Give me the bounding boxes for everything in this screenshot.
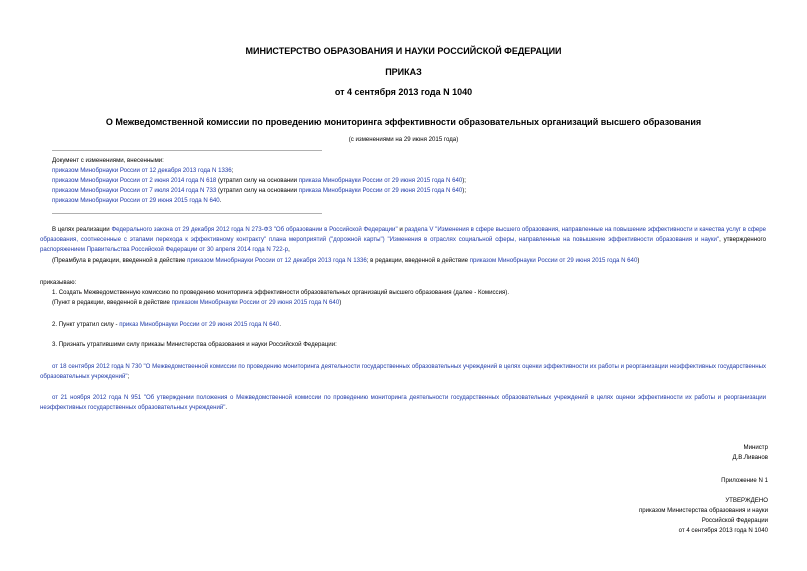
approval-line: приказом Министерства образования и науки xyxy=(638,507,768,514)
change-link[interactable]: приказом Минобрнауки России от 2 июня 2014 года N 618 xyxy=(52,177,217,184)
change-item: приказом Минобрнауки России от 2 июня 2014 года N 618 (утратил силу на основании приказа Минобрнауки России от 29 июня 2015 года N 640); xyxy=(52,177,466,184)
changes-block xyxy=(52,156,466,206)
item-1-note-link[interactable]: приказом Минобрнауки России от 29 июня 2015 года N 640 xyxy=(171,299,340,306)
signature-block xyxy=(560,443,768,463)
edit-note-link[interactable]: приказом Минобрнауки России от 12 декабря 2013 года N 1336 xyxy=(187,257,367,264)
change-link[interactable]: приказа Минобрнауки России от 29 июня 2015 года N 640 xyxy=(298,177,463,184)
repealed-order-2: от 21 ноября 2012 года N 951 "Об утверждении положения о Межведомственной комиссии по проведению мониторинга деятельности государственных образовательных учреждений в целях оценки эффективности их работы и реорганизации неэффективных государственных образовательных учреждений". xyxy=(40,394,766,411)
change-item: приказом Минобрнауки России от 29 июня 2015 года N 640. xyxy=(52,197,222,204)
repealed-order-1-link[interactable]: от 18 сентября 2012 года N 730 "О Межведомственной комиссии по проведению мониторинга деятельности государственных образовательных учреждений в целях оценки эффективности их работы и реорганизации неэффективных государственных образовательных учреждений" xyxy=(40,363,766,380)
order-word: приказываю: xyxy=(40,279,77,286)
changes-top-divider xyxy=(52,150,322,151)
ministry-heading: МИНИСТЕРСТВО ОБРАЗОВАНИЯ И НАУКИ РОССИЙСКОЙ ФЕДЕРАЦИИ xyxy=(245,46,562,56)
approval-block xyxy=(560,496,768,536)
revision-note: (с изменениями на 29 июня 2015 года) xyxy=(348,136,459,143)
changes-intro: Документ с изменениями, внесенными: xyxy=(52,157,164,164)
document-title: О Межведомственной комиссии по проведению мониторинга эффективности образовательных организаций высшего образования xyxy=(105,117,702,127)
change-item: приказом Минобрнауки России от 12 декабря 2013 года N 1336; xyxy=(52,167,234,174)
government-order-link[interactable]: распоряжением Правительства Российской Федерации от 30 апреля 2014 года N 722-р xyxy=(40,246,289,253)
change-link[interactable]: приказом Минобрнауки России от 12 декабря 2013 года N 1336 xyxy=(52,167,232,174)
appendix-label: Приложение N 1 xyxy=(721,477,768,484)
change-item: приказом Минобрнауки России от 7 июля 2014 года N 733 (утратил силу на основании приказа Минобрнауки России от 29 июня 2015 года N 640); xyxy=(52,187,467,194)
item-1-edit-note: (Пункт в редакции, введенной в действие приказом Минобрнауки России от 29 июня 2015 года N 640) xyxy=(52,299,342,306)
approval-line: от 4 сентября 2013 года N 1040 xyxy=(678,527,768,534)
doc-type-heading: ПРИКАЗ xyxy=(385,67,422,77)
approved-stamp-text: УТВЕРЖДЕНО xyxy=(725,497,768,504)
change-link[interactable]: приказа Минобрнауки России от 29 июня 2015 года N 640 xyxy=(298,187,463,194)
signatory-name: Д.В.Ливанов xyxy=(732,454,768,461)
item-3: 3. Признать утратившими силу приказы Министерства образования и науки Российской Федерации: xyxy=(52,341,337,348)
signatory-position: Министр xyxy=(743,444,768,451)
change-link[interactable]: приказом Минобрнауки России от 29 июня 2015 года N 640 xyxy=(52,197,220,204)
federal-law-link[interactable]: Федерального закона от 29 декабря 2012 года N 273-ФЗ "Об образовании в Российской Федерации" xyxy=(111,226,398,233)
repealed-order-1: от 18 сентября 2012 года N 730 "О Межведомственной комиссии по проведению мониторинга деятельности государственных образовательных учреждений в целях оценки эффективности их работы и реорганизации неэффективных государственных образовательных учреждений"; xyxy=(40,363,766,380)
roadmap-section-link[interactable]: раздела V "Изменения в сфере высшего образования, направленные на повышение эффективности и качества услуг в сфере образования, соотнесенные с этапами перехода к эффективному контракту" плана мероприятий ("дорожной карты") "Изменения в отраслях социальной сферы, направленные на повышение эффективности образования и науки" xyxy=(40,226,767,243)
change-link[interactable]: приказом Минобрнауки России от 7 июля 2014 года N 733 xyxy=(52,187,217,194)
preamble-edit-note: (Преамбула в редакции, введенной в действие приказом Минобрнауки России от 12 декабря 2013 года N 1336; в редакции, введенной в действие приказом Минобрнауки России от 29 июня 2015 года N 640) xyxy=(52,257,640,264)
changes-bottom-divider xyxy=(52,213,322,214)
item-1: 1. Создать Межведомственную комиссию по проведению мониторинга эффективности образовательных организаций высшего образования (далее - Комиссия). xyxy=(52,289,510,296)
item-2-link[interactable]: приказ Минобрнауки России от 29 июня 2015 года N 640 xyxy=(119,321,280,328)
repealed-order-2-link[interactable]: от 21 ноября 2012 года N 951 "Об утверждении положения о Межведомственной комиссии по проведению мониторинга деятельности государственных образовательных учреждений в целях оценки эффективности их работы и реорганизации неэффективных государственных образовательных учреждений" xyxy=(40,394,766,411)
item-2: 2. Пункт утратил силу - приказ Минобрнауки России от 29 июня 2015 года N 640. xyxy=(52,321,282,328)
date-number-heading: от 4 сентября 2013 года N 1040 xyxy=(334,87,473,97)
approval-line: Российской Федерации xyxy=(701,517,768,524)
preamble-paragraph: В целях реализации Федерального закона от 29 декабря 2012 года N 273-ФЗ "Об образовании в Российской Федерации" и раздела V "Изменения в сфере высшего образования, направленные на повышение эффективности и качества услуг в сфере образования, соотнесенные с этапами перехода к эффективному контракту" плана мероприятий ("дорожной карты") "Изменения в отраслях социальной сферы, направленные на повышение эффективности образования и науки", утвержденного распоряжением Правительства Российской Федерации от 30 апреля 2014 года N 722-р, xyxy=(40,226,767,253)
edit-note-link[interactable]: приказом Минобрнауки России от 29 июня 2015 года N 640 xyxy=(469,257,638,264)
